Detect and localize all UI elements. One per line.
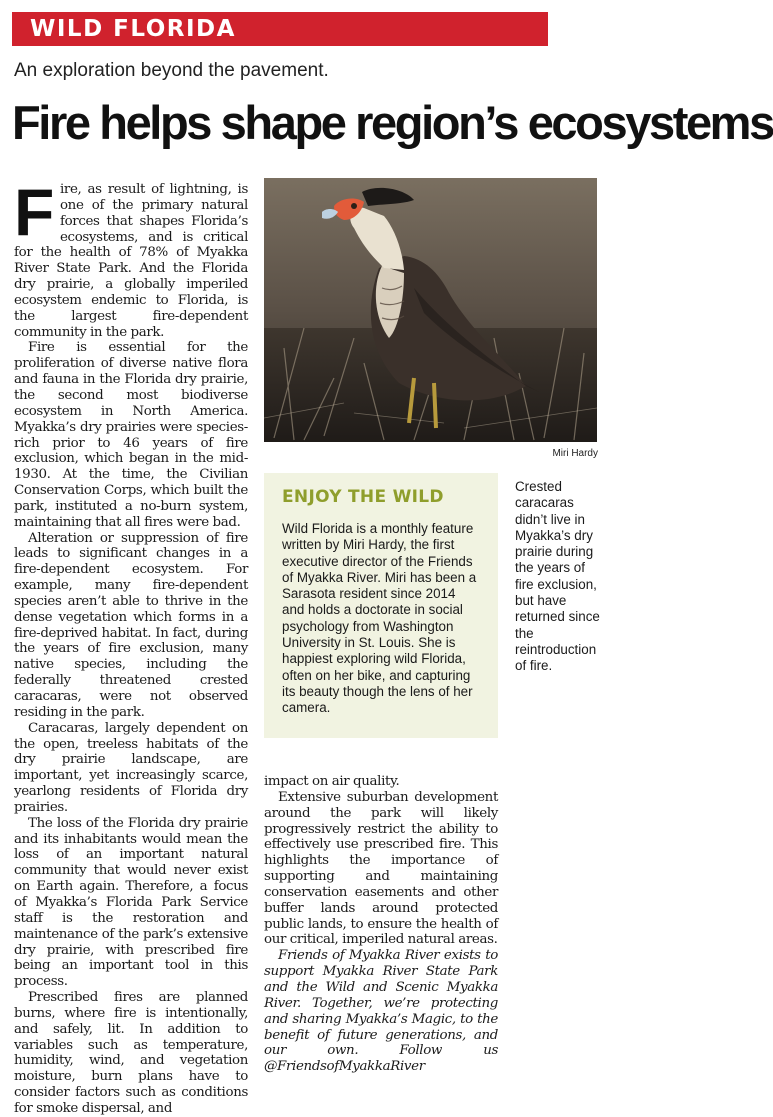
drop-cap: F xyxy=(14,175,54,249)
paragraph-1-text: ire, as result of lightning, is one of the primary natural forces that shapes Florida’s ecosystems, and is critical for the health of 78% of Myakka River State Park. And the Florida dry prairie, a globally imperiled ecosystem endemic to Florida, is the largest fire-dependent community in the park. xyxy=(14,182,248,340)
article-paragraph-8: Extensive suburban development around the park will likely progressively restrict the ability to effectively use prescribed fire. This highlights the importance of supporting and maintaining conservation easements and other buffer lands around protected public lands, to ensure the health of our critical, imperiled natural areas. xyxy=(264,789,498,948)
article-paragraph-7: impact on air quality. xyxy=(264,774,400,789)
article-paragraph-3: Alteration or suppression of fire leads to significant changes in a fire-dependent ecosystem. For example, many fire-dependent species aren’t able to thrive in the dense vegetation which forms in a fire-deprived habitat. In fact, during the years of fire exclusion, many native species, including the federally threatened crested caracaras, were not observed residing in the park. xyxy=(14,530,248,720)
article-column-1 xyxy=(14,175,248,1116)
sidebar-title: ENJOY THE WILD xyxy=(282,487,444,507)
article-paragraph-6: Prescribed fires are planned burns, where fire is intentionally, and safely, lit. In addition to variables such as temperature, humidity, wind, and vegetation moisture, burn plans have to consider factors such as conditions for smoke dispersal, and xyxy=(14,990,248,1116)
article-column-2 xyxy=(264,774,498,1075)
sidebar-body: Wild Florida is a monthly feature written by Miri Hardy, the first executive director of the Friends of Myakka River. Miri has been a Sarasota resident since 2014 and holds a doctorate in social psychology from Washington University in St. Louis. She is happiest exploring wild Florida, often on her bike, and capturing its beauty though the lens of her camera. xyxy=(282,521,477,716)
section-banner: WILD FLORIDA xyxy=(12,12,548,46)
article-paragraph-9: Friends of Myakka River exists to support Myakka River State Park and the Wild and Scenic Myakka River. Together, we’re protecting and sharing Myakka’s Magic, to the benefit of future generations, and our own. Follow us @FriendsofMyakkaRiver xyxy=(264,948,498,1075)
section-subtitle: An exploration beyond the pavement. xyxy=(14,60,329,81)
photo-credit: Miri Hardy xyxy=(552,448,598,459)
headline: Fire helps shape region’s ecosystems xyxy=(12,96,773,149)
article-paragraph-5: The loss of the Florida dry prairie and its inhabitants would mean the loss of an important natural community that would never exist on Earth again. Therefore, a focus of Myakka’s Florida Park Service staff is the restoration and maintenance of the park’s extensive dry prairie, with prescribed fire being an important tool in this process. xyxy=(14,815,248,990)
caracara-photo xyxy=(264,178,597,442)
photo-caption: Crested caracaras didn’t live in Myakka’s dry prairie during the years of fire exclusion, but have returned since the reintroduction of fire. xyxy=(515,479,600,674)
article-paragraph-4: Caracaras, largely dependent on the open, treeless habitats of the dry prairie landscape, are important, yet increasingly scarce, yearlong residents of Florida dry prairies. xyxy=(14,720,248,815)
caracara-illustration xyxy=(264,178,597,442)
article-paragraph-2: Fire is essential for the proliferation of diverse native flora and fauna in the Florida dry prairie, the second most biodiverse ecosystem in North America. Myakka’s dry prairies were species-rich prior to 46 years of fire exclusion, which began in the mid-1930. At the time, the Civilian Conservation Corps, which built the park, instituted a no-burn system, maintaining that all fires were bad. xyxy=(14,340,248,530)
article-paragraph-1 xyxy=(14,175,248,340)
sidebar-box xyxy=(264,473,498,738)
